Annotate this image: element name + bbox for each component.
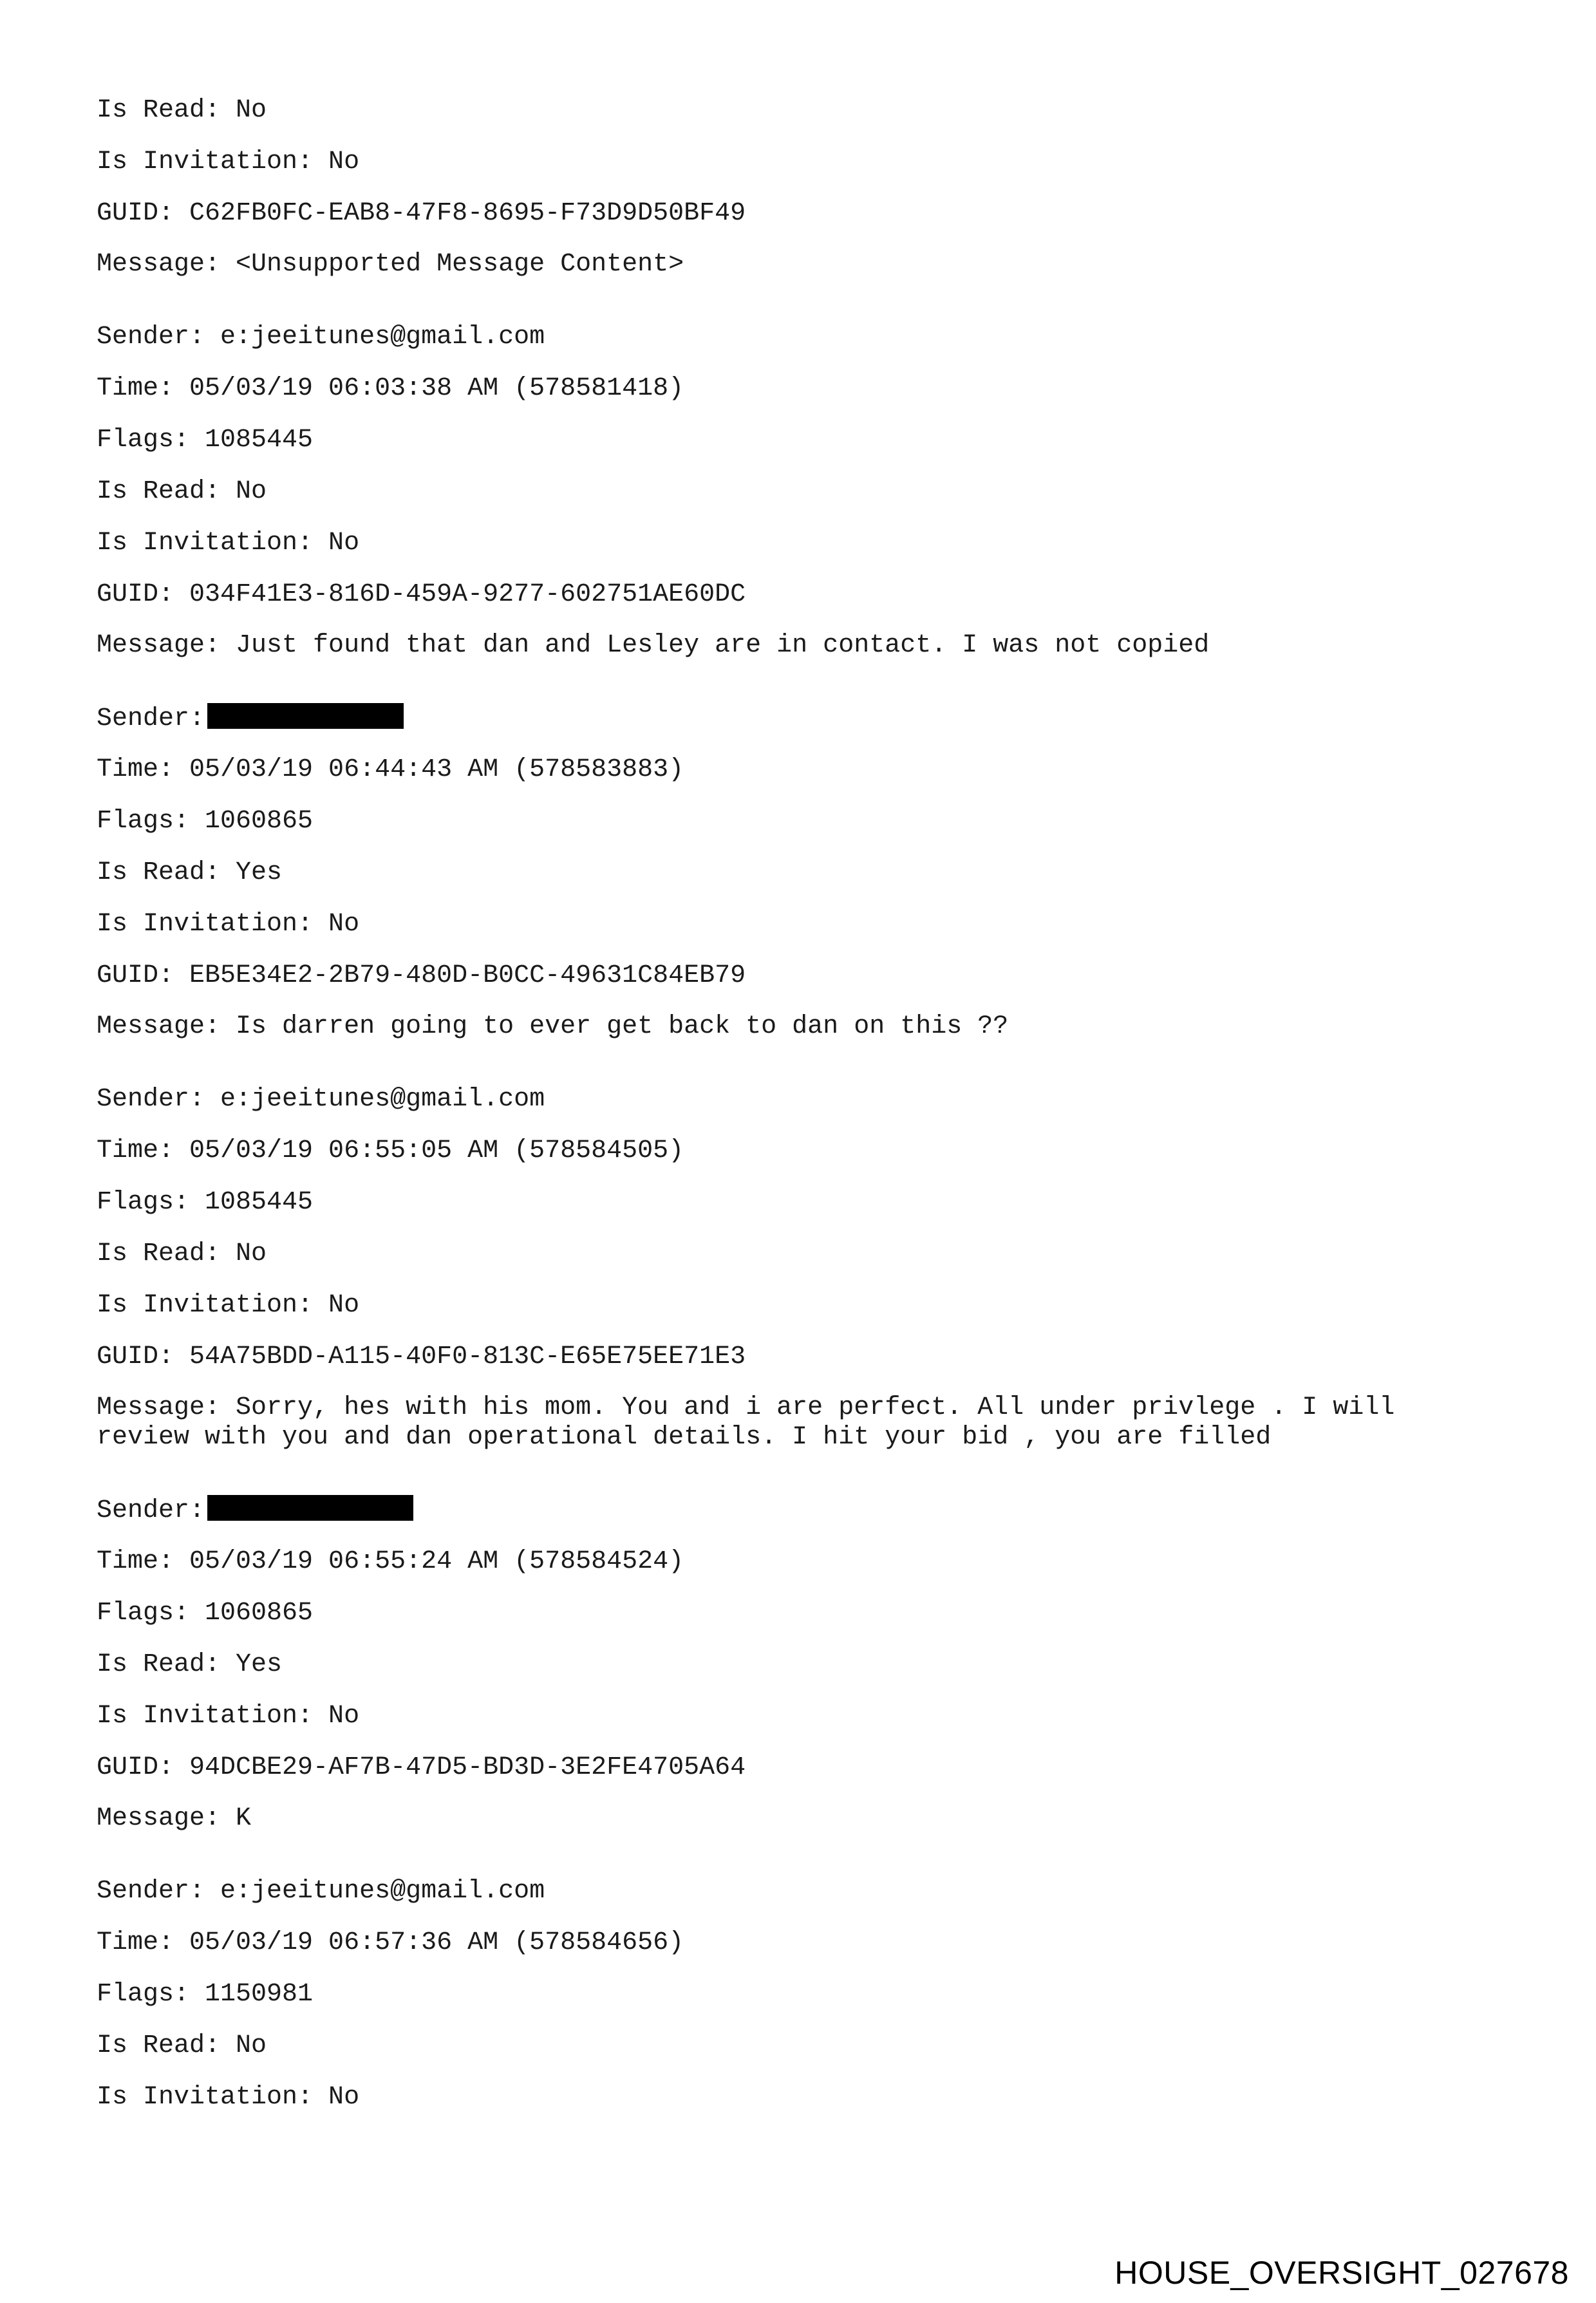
is-read-field: Is Read: No [97, 2031, 267, 2060]
sender-field [97, 703, 1513, 734]
is-invitation-field: Is Invitation: No [97, 529, 360, 558]
flags-field: Flags: 1060865 [97, 1599, 314, 1628]
sender-field: Sender: e:jeeitunes@gmail.com [97, 1877, 545, 1906]
is-read-field: Is Read: No [97, 1239, 267, 1268]
sender-field: Sender: e:jeeitunes@gmail.com [97, 323, 545, 352]
time-field: Time: 05/03/19 06:55:24 AM (578584524) [97, 1547, 684, 1576]
is-invitation-field: Is Invitation: No [97, 147, 360, 176]
is-read-field: Is Read: Yes [97, 1650, 283, 1679]
guid-field: GUID: EB5E34E2-2B79-480D-B0CC-49631C84EB79 [97, 961, 746, 990]
is-read-field: Is Read: No [97, 96, 267, 125]
message-field: Message: Is darren going to ever get back to dan on this ?? [97, 1012, 1009, 1041]
redaction-box [207, 703, 404, 729]
entry-separator [97, 681, 1513, 703]
entry-separator [97, 1473, 1513, 1495]
guid-field: GUID: 034F41E3-816D-459A-9277-602751AE60DC [97, 580, 746, 609]
entry-separator [97, 300, 1513, 322]
message-field: Message: Just found that dan and Lesley are in contact. I was not copied [97, 631, 1210, 660]
redaction-box [207, 1495, 413, 1521]
is-invitation-field: Is Invitation: No [97, 1702, 360, 1731]
message-log [97, 95, 1513, 2134]
sender-field: Sender: e:jeeitunes@gmail.com [97, 1085, 545, 1114]
is-invitation-field: Is Invitation: No [97, 2083, 360, 2112]
time-field: Time: 05/03/19 06:55:05 AM (578584505) [97, 1136, 684, 1165]
entry-separator [97, 1062, 1513, 1084]
sender-label: Sender: [97, 1496, 205, 1525]
is-read-field: Is Read: Yes [97, 858, 283, 887]
flags-field: Flags: 1085445 [97, 426, 314, 455]
sender-field [97, 1495, 1513, 1526]
message-field: Message: K [97, 1804, 252, 1833]
entry-separator [97, 1854, 1513, 1876]
is-invitation-field: Is Invitation: No [97, 1291, 360, 1320]
flags-field: Flags: 1060865 [97, 807, 314, 836]
is-read-field: Is Read: No [97, 477, 267, 506]
is-invitation-field: Is Invitation: No [97, 910, 360, 939]
flags-field: Flags: 1085445 [97, 1188, 314, 1217]
guid-field: GUID: 94DCBE29-AF7B-47D5-BD3D-3E2FE4705A64 [97, 1753, 746, 1782]
sender-label: Sender: [97, 704, 205, 733]
guid-field: GUID: 54A75BDD-A115-40F0-813C-E65E75EE71E3 [97, 1342, 746, 1371]
time-field: Time: 05/03/19 06:03:38 AM (578581418) [97, 374, 684, 403]
guid-field: GUID: C62FB0FC-EAB8-47F8-8695-F73D9D50BF49 [97, 199, 746, 228]
message-field: Message: <Unsupported Message Content> [97, 250, 684, 279]
time-field: Time: 05/03/19 06:57:36 AM (578584656) [97, 1928, 684, 1957]
flags-field: Flags: 1150981 [97, 1980, 314, 2009]
bates-number: HOUSE_OVERSIGHT_027678 [1114, 2255, 1569, 2291]
time-field: Time: 05/03/19 06:44:43 AM (578583883) [97, 755, 684, 784]
message-field: Message: Sorry, hes with his mom. You and i are perfect. All under privlege . I will review with you and dan operational details. I hit your bid , you are filled [97, 1393, 1395, 1452]
